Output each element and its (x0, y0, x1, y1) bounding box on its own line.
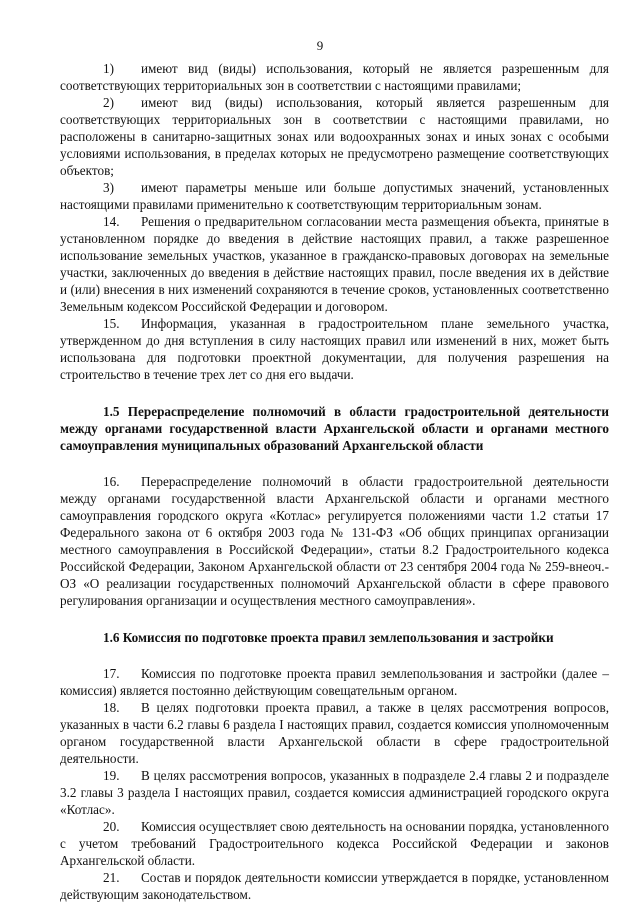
item-number: 14. (103, 214, 120, 229)
item-text: Решения о предварительном согласовании места размещения объекта, принятые в установленном порядке до введения в действие настоящих правил, а также разрешенное использование земельных участков, указанное в гражданско-правовых договорах на земельные участки, заключенных до введения в действие настоящих правил, после введения их в действие и (или) внесения в них изменений сохраняются в течение сроков, установленных соответственно Земельным кодексом Российской Федерации и договором. (60, 214, 609, 314)
item-text: В целях подготовки проекта правил, а также в целях рассмотрения вопросов, указанных в части 6.2 главы 6 раздела I настоящих правил, создается комиссия уполномоченным органом государственной власти Архангельской области в сфере градостроительной деятельности. (60, 700, 609, 766)
section-heading-1-6: 1.6 Комиссия по подготовке проекта правил землепользования и застройки (103, 630, 554, 645)
item-number: 21. (103, 870, 120, 885)
item-text: имеют вид (виды) использования, который является разрешенным для соответствующих территориальных зон в соответствии с настоящими правилами, но расположены в санитарно-защитных зонах или водоохранных зонах и иных зонах с особыми условиями использования, в пределах которых не предусмотрено размещение соответствующих объектов; (60, 95, 609, 178)
item-text: В целях рассмотрения вопросов, указанных в подразделе 2.4 главы 2 и подразделе 3.2 главы 3 раздела I настоящих правил, создается комиссия администрацией городского округа «Котлас». (60, 768, 609, 817)
paragraph-16 (60, 473, 609, 609)
item-number: 15. (103, 316, 120, 331)
list-item (60, 94, 609, 179)
page-content (60, 60, 609, 903)
item-text: Информация, указанная в градостроительном плане земельного участка, утвержденном до дня вступления в силу настоящих правил или изменений в них, может быть использована для подготовки проектной документации, для получения разрешения на строительство в течение трех лет со дня его выдачи. (60, 316, 609, 382)
paragraph-15 (60, 315, 609, 383)
section-heading-1-5: 1.5 Перераспределение полномочий в области градостроительной деятельности между органами государственной власти Архангельской области и органами местного самоуправления муниципальных образований Архангельской области (60, 404, 609, 453)
list-item (60, 60, 609, 94)
item-text: имеют параметры меньше или больше допустимых значений, установленных настоящими правилами применительно к соответствующим территориальным зонам. (60, 180, 609, 212)
paragraph-17 (60, 665, 609, 699)
list-item (60, 179, 609, 213)
item-text: Перераспределение полномочий в области градостроительной деятельности между органами государственной власти Архангельской области и органами местного самоуправления городского округа «Котлас» регулируется положениями части 1.2 статьи 17 Федерального закона от 6 октября 2003 года № 131-ФЗ «Об общих принципах организации местного самоуправления в Российской Федерации», статьи 8.2 Градостроительного кодекса Российской Федерации, Законом Архангельской области от 23 сентября 2004 года № 259-внеоч.-ОЗ «О реализации государственных полномочий Архангельской области в сфере правового регулирования организации и осуществления местного самоуправления». (60, 474, 609, 608)
item-text: Комиссия осуществляет свою деятельность на основании порядка, установленного с учетом требований Градостроительного кодекса Российской Федерации и законов Архангельской области. (60, 819, 609, 868)
paragraph-20 (60, 818, 609, 869)
paragraph-14 (60, 213, 609, 315)
item-number: 20. (103, 819, 120, 834)
item-number: 18. (103, 700, 120, 715)
page-number: 9 (316, 38, 324, 53)
item-number: 19. (103, 768, 120, 783)
paragraph-18 (60, 699, 609, 767)
item-number: 3) (103, 180, 114, 195)
paragraph-19 (60, 767, 609, 818)
item-number: 1) (103, 61, 114, 76)
item-number: 16. (103, 474, 120, 489)
item-number: 2) (103, 95, 114, 110)
item-number: 17. (103, 666, 120, 681)
paragraph-21 (60, 869, 609, 903)
item-text: Состав и порядок деятельности комиссии утверждается в порядке, установленном действующим законодательством. (60, 870, 609, 902)
item-text: имеют вид (виды) использования, который не является разрешенным для соответствующих территориальных зон в соответствии с настоящими правилами; (60, 61, 609, 93)
item-text: Комиссия по подготовке проекта правил землепользования и застройки (далее – комиссия) является постоянно действующим совещательным органом. (60, 666, 609, 698)
